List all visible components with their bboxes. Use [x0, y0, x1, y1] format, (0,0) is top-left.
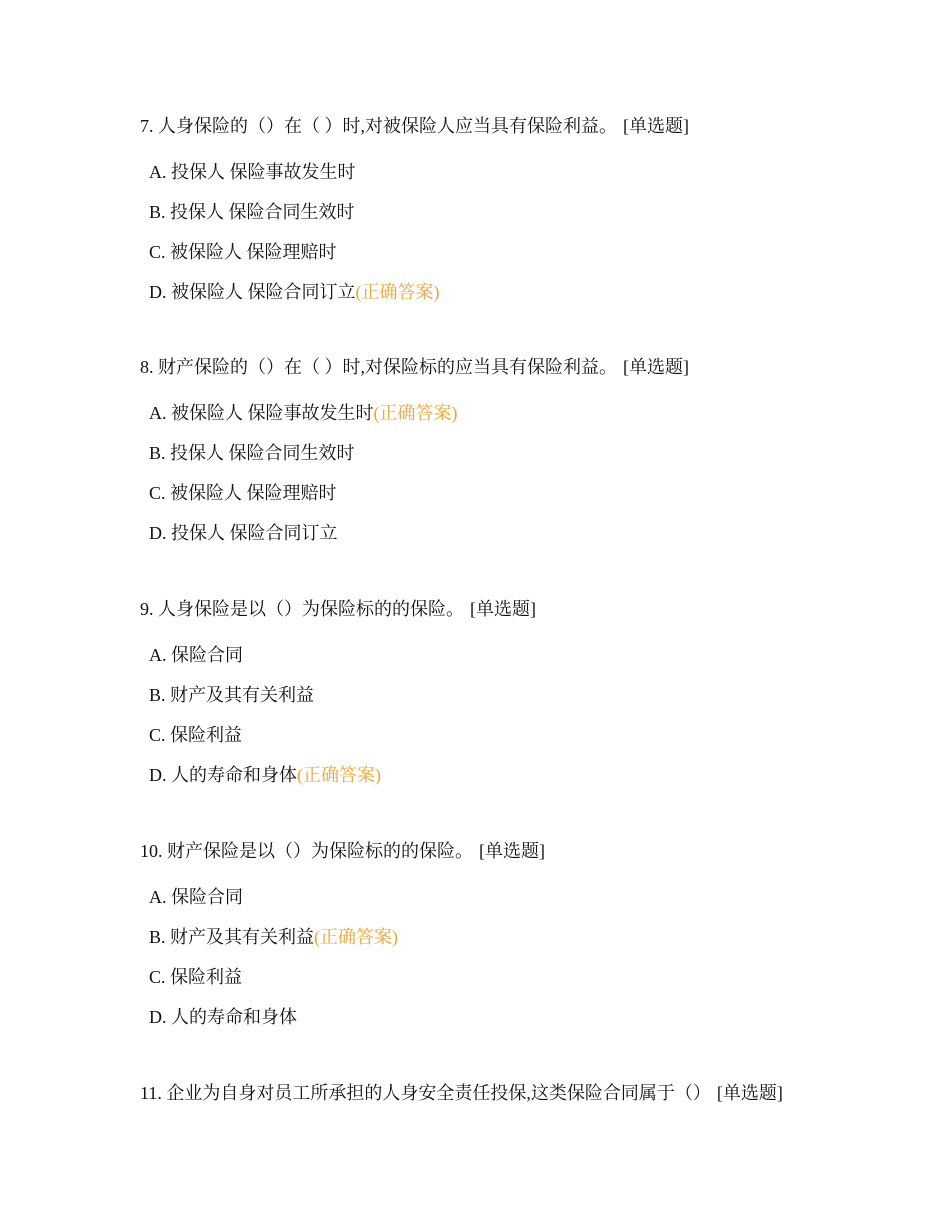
option-a [149, 643, 920, 667]
option-b [149, 925, 920, 949]
option-c [149, 965, 920, 989]
question-10 [140, 839, 920, 1045]
correct-answer-label: (正确答案) [373, 403, 458, 423]
option-text: D. 人的寿命和身体 [149, 765, 297, 785]
option-c [149, 240, 920, 264]
question-title [140, 1081, 920, 1105]
option-c [149, 723, 920, 747]
option-a [149, 401, 920, 425]
question-9 [140, 597, 920, 803]
question-type-tag: [单选题] [623, 116, 689, 136]
question-text: 10. 财产保险是以（）为保险标的的保险。 [140, 841, 473, 861]
question-11 [140, 1081, 920, 1105]
option-a [149, 160, 920, 184]
option-c [149, 481, 920, 505]
question-type-tag: [单选题] [470, 599, 536, 619]
question-type-tag: [单选题] [716, 1083, 783, 1103]
option-b [149, 441, 920, 465]
question-text: 7. 人身保险的（）在（ ）时,对被保险人应当具有保险利益。 [140, 116, 617, 136]
option-text: B. 财产及其有关利益 [149, 685, 315, 705]
option-list [149, 885, 920, 1029]
option-d [149, 280, 920, 304]
question-title [140, 114, 920, 138]
option-a [149, 885, 920, 909]
option-text: C. 被保险人 保险理赔时 [149, 483, 337, 503]
option-text: D. 投保人 保险合同订立 [149, 523, 338, 543]
option-b [149, 200, 920, 224]
option-list [149, 401, 920, 545]
option-b [149, 683, 920, 707]
option-text: C. 被保险人 保险理赔时 [149, 242, 337, 262]
question-type-tag: [单选题] [623, 357, 689, 377]
question-title [140, 597, 920, 621]
question-text: 9. 人身保险是以（）为保险标的的保险。 [140, 599, 464, 619]
correct-answer-label: (正确答案) [297, 765, 381, 785]
question-8 [140, 355, 920, 561]
question-text: 11. 企业为自身对员工所承担的人身安全责任投保,这类保险合同属于（） [140, 1083, 711, 1103]
option-d [149, 1005, 920, 1029]
option-text: C. 保险利益 [149, 725, 243, 745]
option-d [149, 521, 920, 545]
option-d [149, 763, 920, 787]
option-text: B. 财产及其有关利益 [149, 927, 315, 947]
question-type-tag: [单选题] [479, 841, 545, 861]
question-text: 8. 财产保险的（）在（ ）时,对保险标的应当具有保险利益。 [140, 357, 617, 377]
question-7 [140, 114, 920, 320]
option-text: D. 人的寿命和身体 [149, 1007, 297, 1027]
option-text: A. 保险合同 [149, 887, 243, 907]
option-text: A. 保险合同 [149, 645, 243, 665]
option-text: D. 被保险人 保险合同订立 [149, 282, 356, 302]
correct-answer-label: (正确答案) [314, 927, 399, 947]
option-list [149, 643, 920, 787]
question-title [140, 839, 920, 863]
question-title [140, 355, 920, 379]
option-text: B. 投保人 保险合同生效时 [149, 443, 355, 463]
option-text: A. 投保人 保险事故发生时 [149, 162, 356, 182]
option-text: B. 投保人 保险合同生效时 [149, 202, 355, 222]
option-text: C. 保险利益 [149, 967, 243, 987]
option-text: A. 被保险人 保险事故发生时 [149, 403, 374, 423]
option-list [149, 160, 920, 304]
correct-answer-label: (正确答案) [355, 282, 440, 302]
